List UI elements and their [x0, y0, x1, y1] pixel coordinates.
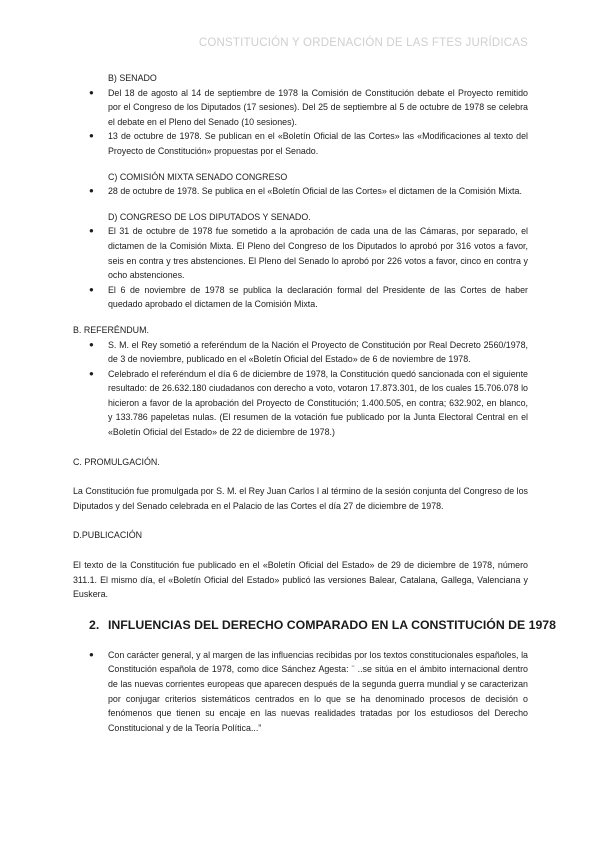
- list-item-text: Del 18 de agosto al 14 de septiembre de 1978 la Comisión de Constitución debate el Proyecto remitido por el Congreso de los Diputados (17 sesiones). Del 25 de septiembre al 5 de octubre de 1978 se celebra el debate en el Pleno del Senado (10 sesiones).: [108, 87, 528, 127]
- bullet-icon: ●: [89, 87, 94, 97]
- senado-list: [73, 86, 528, 159]
- referendum-list: [73, 338, 528, 440]
- list-item-text: El 31 de octubre de 1978 fue sometido a la aprobación de cada una de las Cámaras, por separado, el dictamen de la Comisión Mixta. El Pleno del Congreso de los Diputados lo aprobó por 316 votos a favor, seis en contra y tres abstenciones. El Pleno del Senado lo aprobó por 226 votos a favor, cinco en contra y ocho abstenciones.: [108, 226, 528, 281]
- bullet-icon: ●: [89, 131, 94, 141]
- section-2-title-text: INFLUENCIAS DEL DERECHO COMPARADO EN LA CONSTITUCIÓN DE 1978: [108, 617, 556, 632]
- comision-list: [73, 184, 528, 199]
- publicacion-paragraph: El texto de la Constitución fue publicado en el «Boletín Oficial del Estado» de 29 de diciembre de 1978, número 311.1. El mismo día, el «Boletín Oficial del Estado» publicó las versiones Balear, Catalana, Gallega, Valenciana y Euskera.: [73, 560, 528, 600]
- list-item-text: S. M. el Rey sometió a referéndum de la Nación el Proyecto de Constitución por Real Decreto 2560/1978, de 3 de noviembre, publicado en el «Boletín Oficial del Estado» de 6 de noviembre de 1978.: [108, 339, 528, 365]
- list-item-text: El 6 de noviembre de 1978 se publica la declaración formal del Presidente de las Cortes de haber quedado aprobado el dictamen de la Comisión Mixta.: [108, 284, 528, 310]
- promulgacion-heading: C. PROMULGACIÓN.: [73, 456, 160, 467]
- section-2-list: [73, 648, 528, 736]
- list-item: [73, 367, 528, 440]
- list-item: [73, 648, 528, 736]
- list-item-text: Celebrado el referéndum el día 6 de diciembre de 1978, la Constitución quedó sancionada con el siguiente resultado: de 26.632.180 ciudadanos con derecho a voto, votaron 17.873.301, de los cuales 15.706.078 lo hicieron a favor de la aprobación del Proyecto de Constitución; 1.400.505, en contra; 632.902, en blanco, y 133.786 papeletas nulas. (El resumen de la votación fue publicado por la Junta Electoral Central en el «Boletín Oficial del Estado» de 22 de diciembre de 1978.): [108, 368, 528, 438]
- page-header-title: CONSTITUCIÓN Y ORDENACIÓN DE LAS FTES JURÍDICAS: [198, 37, 528, 49]
- referendum-heading: B. REFERÉNDUM.: [73, 324, 149, 335]
- list-item-text: Con carácter general, y al margen de las influencias recibidas por los textos constitucionales españoles, la Constitución española de 1978, como dice Sánchez Agesta: ¨ ..se sitúa en el ámbito internacional dentro de las nuevas corrientes europeas que aparecen después de la segunda guerra mundial y se caracterizan por conjugar criterios sistemáticos centrados en lo que se ha denominado procesos de decisión o fenómenos que tienen su encaje en las nuevas realidades tratadas por los estudiosos del Derecho Constitucional y de la Teoría Política...”: [108, 649, 528, 733]
- promulgacion-paragraph: La Constitución fue promulgada por S. M. el Rey Juan Carlos I al término de la sesión conjunta del Congreso de los Diputados y del Senado celebrada en el Palacio de las Cortes el día 27 de diciembre de 1978.: [73, 486, 528, 511]
- section-2-title: [73, 617, 556, 633]
- bullet-icon: ●: [89, 368, 94, 378]
- comision-heading: C) COMISIÓN MIXTA SENADO CONGRESO: [108, 171, 288, 182]
- list-item-text: 13 de octubre de 1978. Se publican en el «Boletín Oficial de las Cortes» las «Modificaciones al texto del Proyecto de Constitución» propuestas por el Senado.: [108, 131, 528, 156]
- bullet-icon: ●: [89, 186, 94, 196]
- list-item: [73, 224, 528, 282]
- list-item: [73, 86, 528, 130]
- senado-heading: B) SENADO: [108, 73, 157, 83]
- document-body: [73, 71, 556, 735]
- list-item: [73, 129, 528, 158]
- publicacion-heading: D.PUBLICACIÓN: [73, 530, 143, 541]
- congreso-list: [73, 224, 528, 312]
- list-item-text: 28 de octubre de 1978. Se publica en el «Boletín Oficial de las Cortes» el dictamen de la Comisión Mixta.: [108, 186, 522, 197]
- list-item: [73, 283, 528, 312]
- bullet-icon: ●: [89, 649, 94, 659]
- bullet-icon: ●: [89, 226, 94, 236]
- section-2-number: 2.: [89, 617, 100, 632]
- bullet-icon: ●: [89, 339, 94, 349]
- bullet-icon: ●: [89, 284, 94, 294]
- list-item: [73, 338, 528, 367]
- congreso-heading: D) CONGRESO DE LOS DIPUTADOS Y SENADO.: [108, 211, 311, 222]
- list-item: [73, 184, 528, 199]
